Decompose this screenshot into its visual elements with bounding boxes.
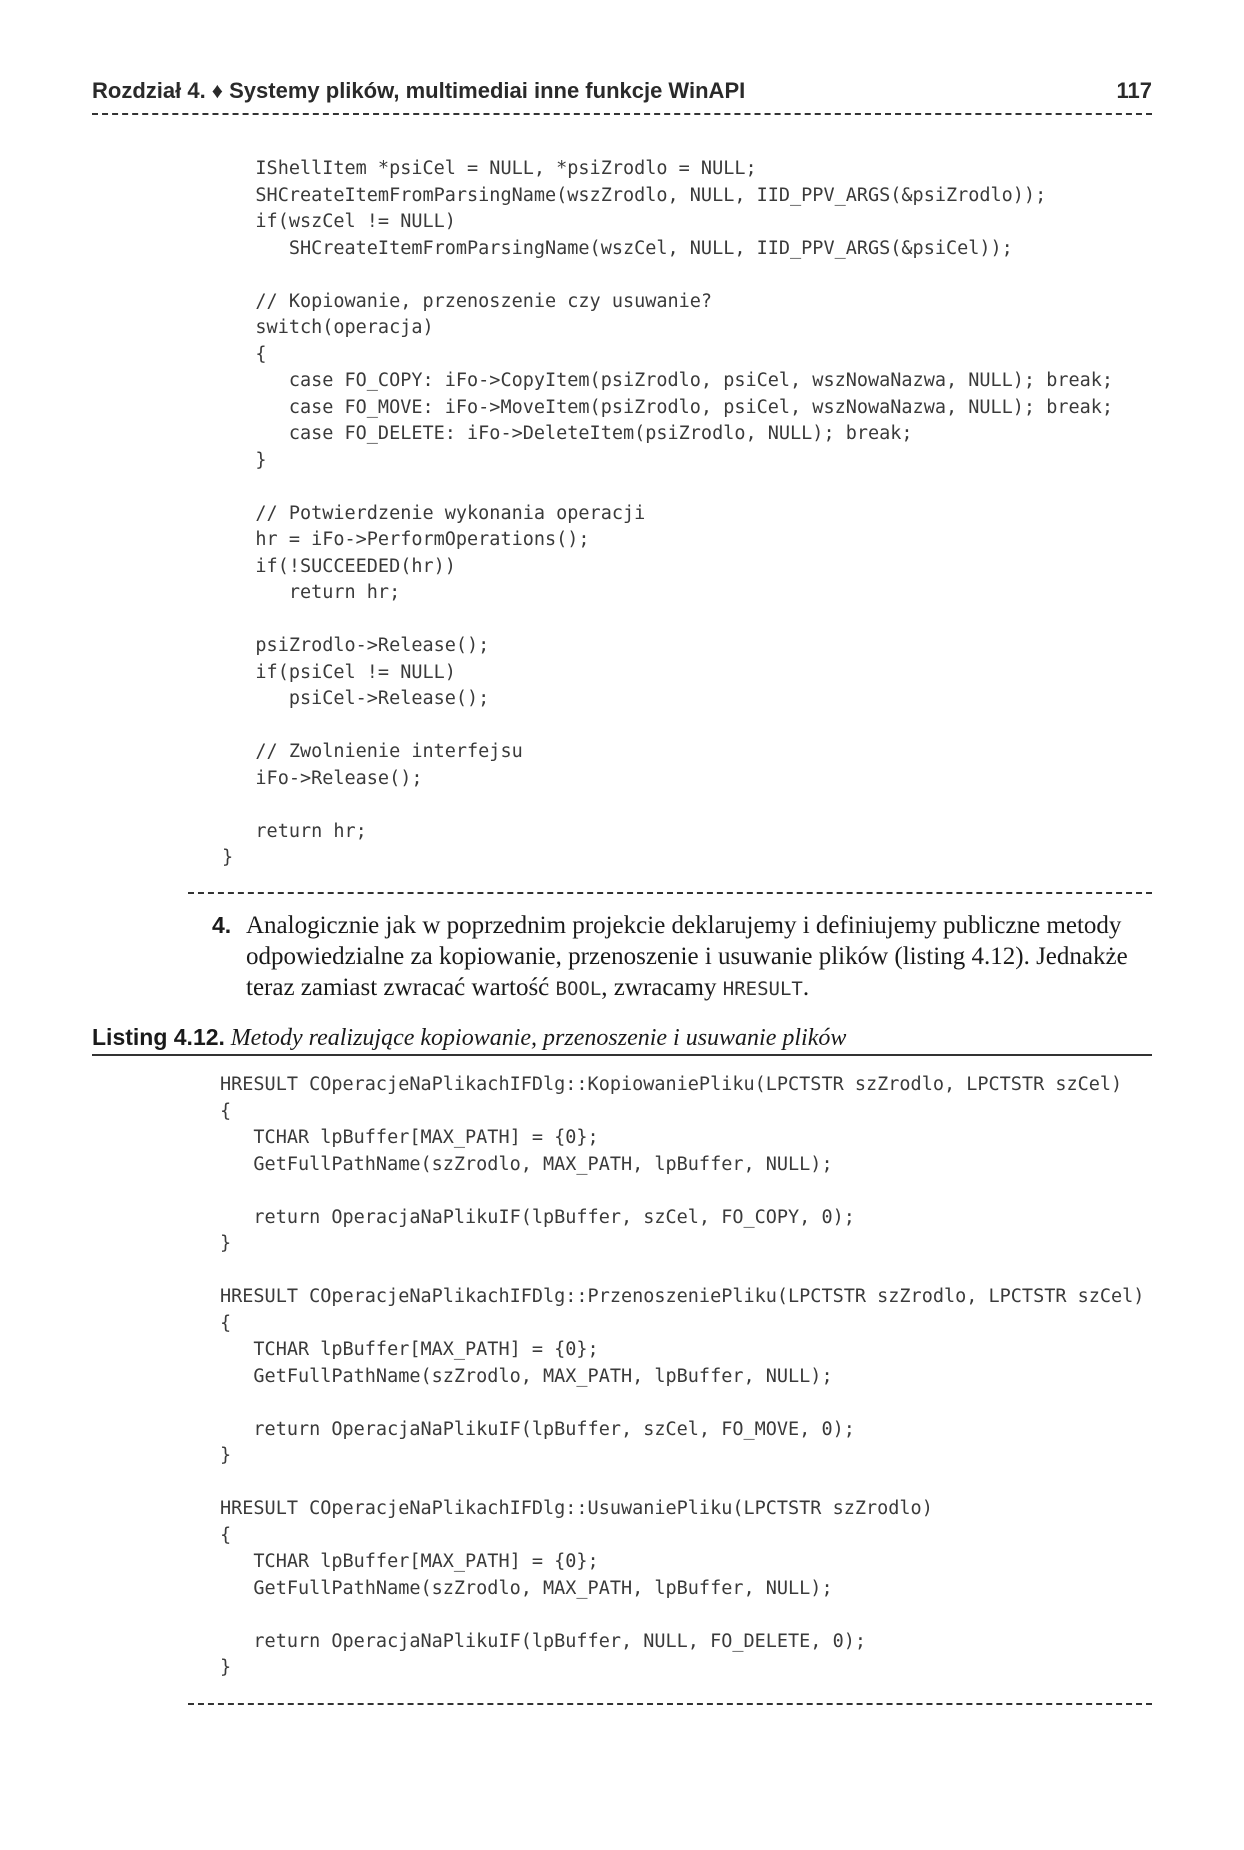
page-number: 117 <box>1116 78 1152 103</box>
running-header <box>92 74 1152 114</box>
step-number: 4. <box>212 912 232 938</box>
listing-title: Metody realizujące kopiowanie, przenoszenie i usuwanie plików <box>230 1025 847 1051</box>
listing-label: Listing 4.12. <box>92 1024 225 1050</box>
step-text-part-1: Analogicznie jak w poprzednim projekcie deklarujemy i definiujemy publiczne metody odpowiedzialne za kopiowanie, przenoszenie i usuwanie plików (listing 4.12). Jednakże teraz zamiast zwracać wartość <box>246 912 1128 1001</box>
code-listing-continued: IShellItem *psiCel = NULL, *psiZrodlo = NULL; SHCreateItemFromParsingName(wszZrodlo, NULL, IID_PPV_ARGS(&psiZrodlo)); if(wszCel != NULL) SHCreateItemFromParsingName(wszCel, NULL, IID_PPV_ARGS(&psiCel)); // Kopiowanie, przenoszenie czy usuwanie? switch(operacja) { case FO_COPY: iFo->CopyItem(psiZrodlo, psiCel, wszNowaNazwa, NULL); break; case FO_MOVE: iFo->MoveItem(psiZrodlo, psiCel, wszNowaNazwa, NULL); break; case FO_DELETE: iFo->DeleteItem(psiZrodlo, NULL); break; } // Potwierdzenie wykonania operacji hr = iFo->PerformOperations(); if(!SUCCEEDED(hr)) return hr; psiZrodlo->Release(); if(psiCel != NULL) psiCel->Release(); // Zwolnienie interfejsu iFo->Release(); return hr; } <box>222 158 1114 868</box>
header-rule <box>92 113 1152 115</box>
step-text-part-2: , zwracamy <box>601 974 723 1001</box>
code-end-rule-top <box>188 892 1152 894</box>
step-4 <box>212 910 1142 1005</box>
step-text-part-3: . <box>802 974 810 1001</box>
step-text <box>246 910 1142 1005</box>
bool-keyword: BOOL <box>555 978 602 1000</box>
hresult-keyword: HRESULT <box>722 978 803 1000</box>
code-listing-4-12: HRESULT COperacjeNaPlikachIFDlg::KopiowaniePliku(LPCTSTR szZrodlo, LPCTSTR szCel) { TCHAR lpBuffer[MAX_PATH] = {0}; GetFullPathName(szZrodlo, MAX_PATH, lpBuffer, NULL); return OperacjaNaPlikuIF(lpBuffer, szCel, FO_COPY, 0); } HRESULT COperacjeNaPlikachIFDlg::PrzenoszeniePliku(LPCTSTR szZrodlo, LPCTSTR szCel) { TCHAR lpBuffer[MAX_PATH] = {0}; GetFullPathName(szZrodlo, MAX_PATH, lpBuffer, NULL); return OperacjaNaPlikuIF(lpBuffer, szCel, FO_MOVE, 0); } HRESULT COperacjeNaPlikachIFDlg::UsuwaniePliku(LPCTSTR szZrodlo) { TCHAR lpBuffer[MAX_PATH] = {0}; GetFullPathName(szZrodlo, MAX_PATH, lpBuffer, NULL); return OperacjaNaPlikuIF(lpBuffer, NULL, FO_DELETE, 0); } <box>220 1074 1145 1678</box>
code-end-rule-bottom <box>188 1703 1152 1705</box>
chapter-title: Rozdział 4. ♦ Systemy plików, multimediai inne funkcje WinAPI <box>92 78 746 103</box>
listing-caption <box>92 1022 1152 1053</box>
listing-caption-rule <box>92 1054 1152 1056</box>
